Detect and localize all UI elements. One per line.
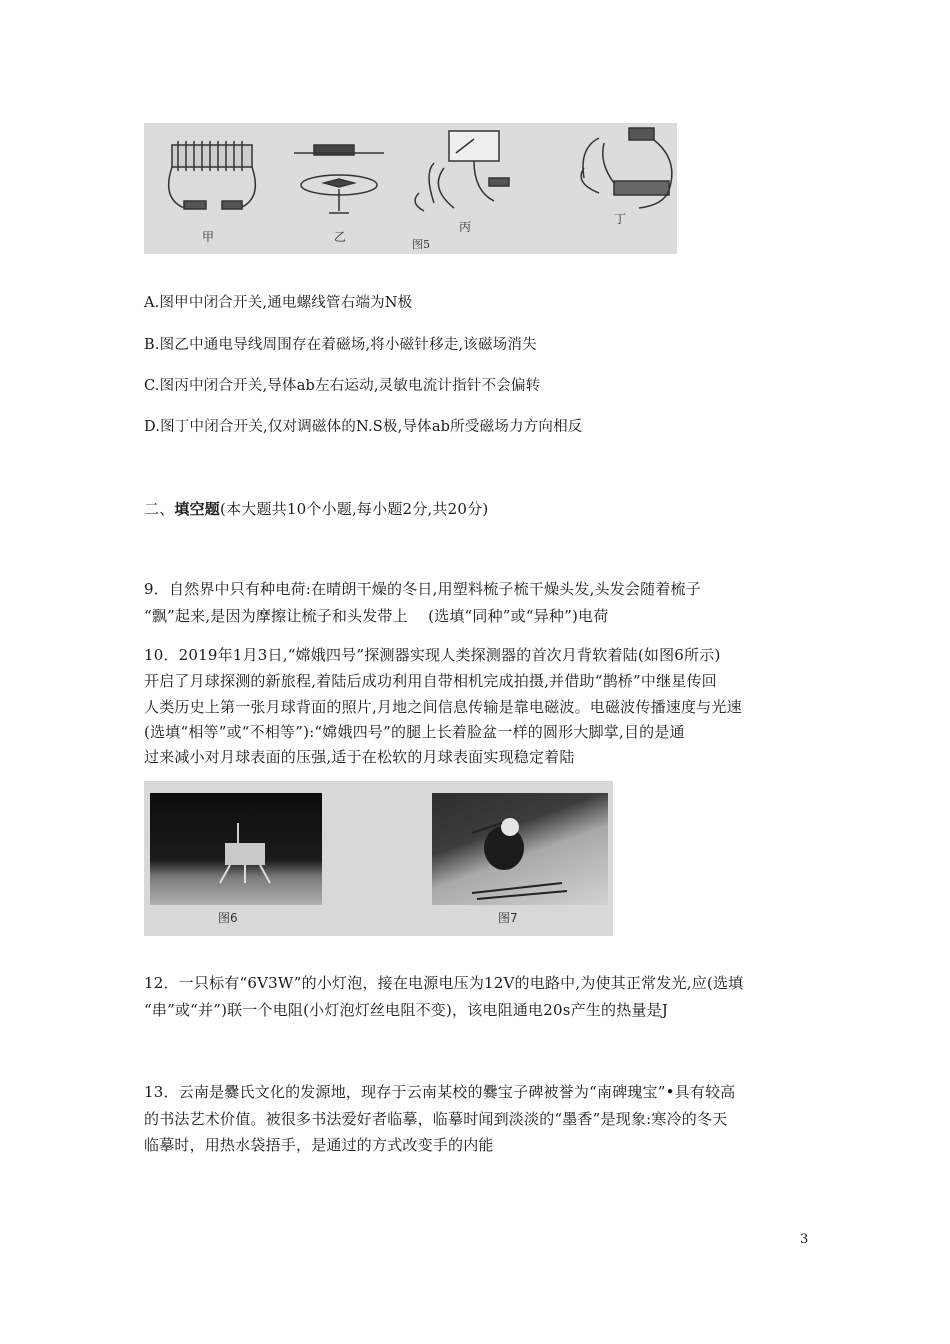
- option-c: C.图丙中闭合开关,导体ab左右运动,灵敏电流计指针不会偏转: [144, 378, 541, 394]
- section-title: 填空题: [174, 500, 221, 518]
- q12-line-1: 12．一只标有“6V3W”的小灯泡，接在电源电压为12V的电路中,为使其正常发光,应(选填: [144, 974, 744, 992]
- label-ding: 丁: [614, 212, 627, 226]
- figure-6-7: [144, 781, 613, 936]
- q10-line-3: 人类历史上第一张月球背面的照片,月地之间信息传输是靠电磁波。电磁波传播速度与光速: [144, 698, 742, 716]
- option-d: D.图丁中闭合开关,仅对调磁体的N.S极,导体ab所受磁场力方向相反: [144, 419, 583, 435]
- q10-line-5: 过来减小对月球表面的压强,适于在松软的月球表面实现稳定着陆: [144, 748, 575, 766]
- figure-5-drawing: [144, 123, 677, 254]
- figure-6-photo: [150, 793, 322, 905]
- section-note: (本大题共10个小题,每小题2分,共20分): [220, 500, 489, 518]
- figure-6-caption: 图6: [218, 911, 238, 925]
- q10-line-2: 开启了月球探测的新旅程,着陆后成功利用自带相机完成拍摄,并借助“鹊桥”中继星传回: [144, 672, 717, 690]
- wire-compass-diagram: [294, 145, 384, 213]
- lander-image: [150, 793, 322, 905]
- q12-line-2: “串”或“并”)联一个电阻(小灯泡灯丝电阻不变)，该电阻通电20s产生的热量是J: [144, 1001, 669, 1019]
- figure-7-caption: 图7: [498, 911, 518, 925]
- solenoid-diagram: [169, 141, 256, 209]
- section-heading: [144, 496, 488, 522]
- figure-7-photo: [432, 793, 608, 905]
- q9-line-1: 9．自然界中只有种电荷:在晴朗干燥的冬日,用塑料梳子梳干燥头发,头发会随着梳子: [144, 580, 701, 598]
- figure-5: [144, 123, 677, 254]
- option-a: A.图甲中闭合开关,通电螺线管右端为N极: [144, 295, 413, 311]
- section-prefix: 二、: [144, 500, 175, 518]
- q10-line-1: 10．2019年1月3日,“嫦娥四号”探测器实现人类探测器的首次月背软着陆(如图6所示): [144, 646, 721, 664]
- figure-5-caption: 图5: [412, 238, 430, 251]
- q13-line-1: 13．云南是爨氏文化的发源地，现存于云南某校的爨宝子碑被誉为“南碑瑰宝”•具有较高: [144, 1083, 736, 1101]
- page-number: 3: [800, 1232, 809, 1247]
- skier-image: [432, 793, 608, 905]
- q10-line-4: (选填“相等”或“不相等”):“嫦娥四号”的腿上长着脸盆一样的圆形大脚掌,目的是通: [144, 723, 685, 741]
- label-yi: 乙: [334, 230, 347, 244]
- q13-line-3: 临摹时，用热水袋捂手，是通过的方式改变手的内能: [144, 1136, 494, 1154]
- q9-line-2: “飘”起来,是因为摩擦让梳子和头发带上 (选填“同种”或“异种”)电荷: [144, 607, 609, 625]
- galvanometer-diagram: [415, 131, 509, 211]
- motor-diagram: [581, 128, 672, 208]
- q13-line-2: 的书法艺术价值。被很多书法爱好者临摹，临摹时闻到淡淡的“墨香”是现象:寒冷的冬天: [144, 1110, 728, 1128]
- label-bing: 丙: [459, 220, 472, 234]
- option-b: B.图乙中通电导线周围存在着磁场,将小磁针移走,该磁场消失: [144, 337, 537, 353]
- label-jia: 甲: [202, 230, 215, 244]
